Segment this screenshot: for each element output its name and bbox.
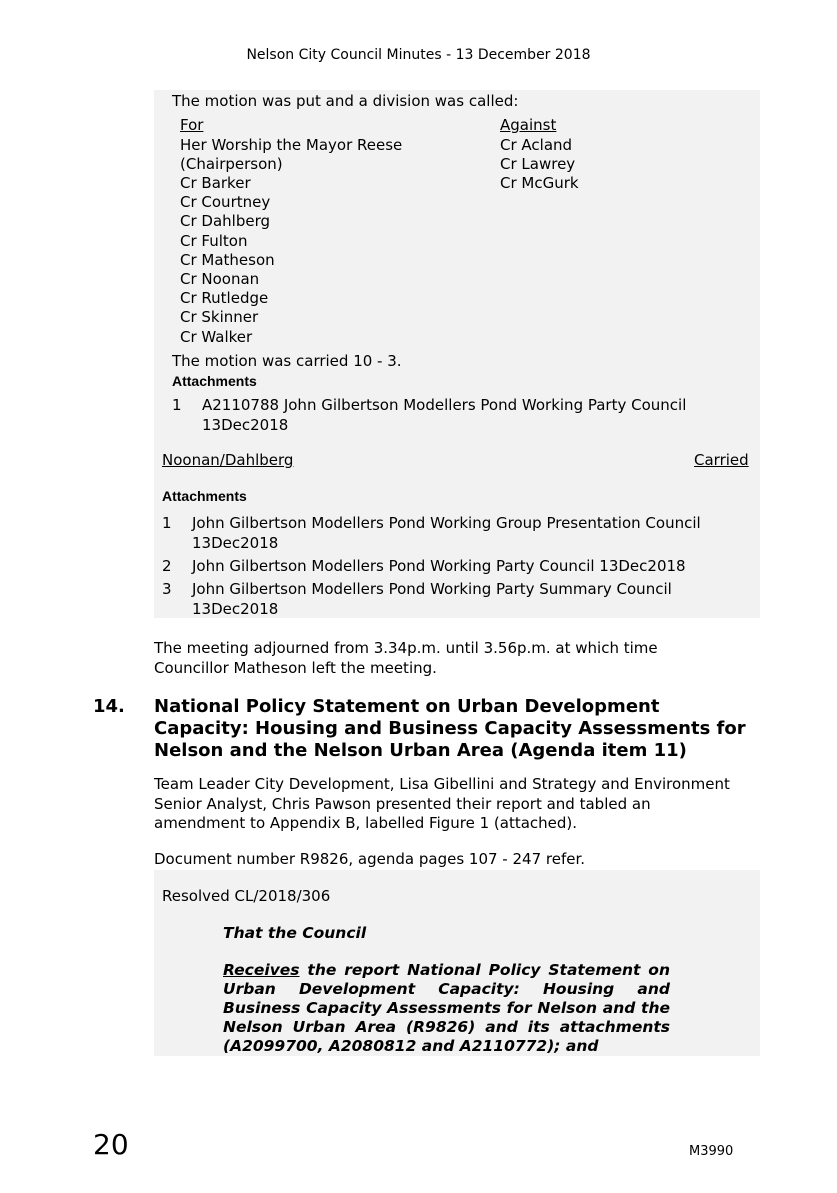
- division-result: The motion was carried 10 - 3.: [172, 352, 402, 370]
- for-member: Cr Rutledge: [180, 289, 269, 307]
- for-member: Cr Matheson: [180, 251, 275, 269]
- document-code: M3990: [689, 1144, 734, 1159]
- for-member: Cr Fulton: [180, 232, 248, 250]
- item-title: National Policy Statement on Urban Development Capacity: Housing and Business Capacity Assessments for Nelson and the Nelson Urban Area (Agenda item 11): [154, 696, 746, 761]
- attachments-heading: Attachments: [162, 488, 247, 504]
- against-label: Against: [500, 116, 557, 134]
- for-label: For: [180, 116, 204, 134]
- attachment-number: 1: [162, 514, 172, 532]
- carried-label: Carried: [694, 451, 749, 469]
- attachment-item: John Gilbertson Modellers Pond Working Party Council 13Dec2018: [192, 557, 686, 575]
- adjournment-note: The meeting adjourned from 3.34p.m. until 3.56p.m. at which time Councillor Matheson left the meeting.: [154, 639, 658, 677]
- attachment-number: 2: [162, 557, 172, 575]
- for-member: Cr Barker: [180, 174, 251, 192]
- for-member: Cr Dahlberg: [180, 212, 270, 230]
- receives-clause: [223, 961, 670, 1056]
- attachment-number: 3: [162, 580, 172, 598]
- presenters-paragraph: Team Leader City Development, Lisa Gibellini and Strategy and Environment Senior Analyst, Chris Pawson presented their report and tabled an amendment to Appendix B, labelled Figure 1 (attached).: [154, 775, 730, 832]
- attachment-item: John Gilbertson Modellers Pond Working Group Presentation Council 13Dec2018: [192, 514, 701, 552]
- receives-text: the report National Policy Statement on Urban Development Capacity: Housing and Business Capacity Assessments for Nelson and the Nelson Urban Area (R9826) and its attachments (A2099700, A2080812 and A2110772); and: [223, 961, 670, 1055]
- for-member: Cr Noonan: [180, 270, 260, 288]
- receives-keyword: Receives: [223, 961, 300, 979]
- attachment-item: John Gilbertson Modellers Pond Working Party Summary Council 13Dec2018: [192, 580, 672, 618]
- resolution-number: Resolved CL/2018/306: [162, 887, 331, 905]
- that-the-council: That the Council: [223, 924, 367, 942]
- for-member: Cr Skinner: [180, 308, 259, 326]
- division-intro: The motion was put and a division was called:: [172, 92, 519, 110]
- against-member: Cr Lawrey: [500, 155, 576, 173]
- document-reference: Document number R9826, agenda pages 107 - 247 refer.: [154, 850, 586, 868]
- against-member: Cr McGurk: [500, 174, 579, 192]
- for-member: (Chairperson): [180, 155, 283, 173]
- mover-seconder: Noonan/Dahlberg: [162, 451, 294, 469]
- inner-attachment-number: 1: [172, 396, 182, 414]
- for-member: Her Worship the Mayor Reese: [180, 136, 403, 154]
- inner-attachments-heading: Attachments: [172, 373, 257, 389]
- page-number: 20: [93, 1128, 129, 1161]
- item-number: 14.: [93, 696, 125, 717]
- inner-attachment-item: A2110788 John Gilbertson Modellers Pond Working Party Council 13Dec2018: [202, 396, 687, 434]
- against-member: Cr Acland: [500, 136, 573, 154]
- page-header: Nelson City Council Minutes - 13 December 2018: [246, 47, 591, 63]
- for-member: Cr Courtney: [180, 193, 271, 211]
- for-member: Cr Walker: [180, 328, 253, 346]
